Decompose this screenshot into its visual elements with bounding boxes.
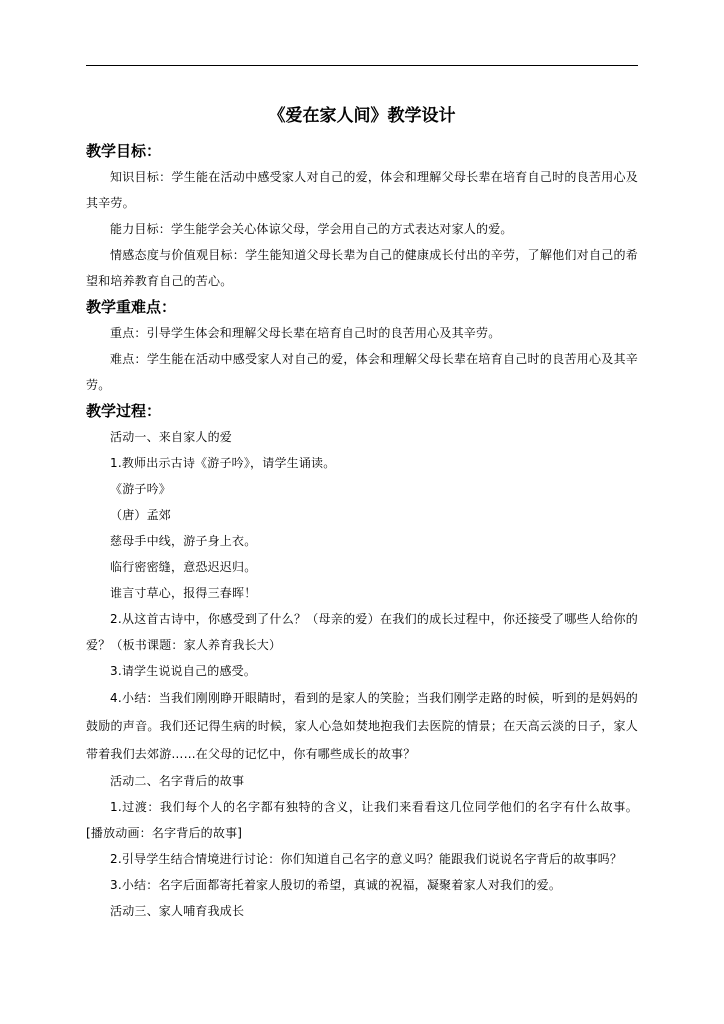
paragraph: 3.请学生说说自己的感受。 (110, 664, 257, 678)
section-heading-process: 教学过程： (86, 402, 162, 420)
paragraph: 难点：学生能在活动中感受家人对自己的爱，体会和理解父母长辈在培育自己时的良苦用心及其辛劳。 (86, 352, 638, 392)
activity-title: 活动三、家人哺育我成长 (110, 904, 245, 918)
section-heading-objectives: 教学目标： (86, 142, 162, 160)
paragraph: 知识目标：学生能在活动中感受家人对自己的爱，体会和理解父母长辈在培育自己时的良苦用心及其辛劳。 (86, 170, 638, 210)
paragraph: 3.小结：名字后面都寄托着家人殷切的希望，真诚的祝福，凝聚着家人对我们的爱。 (110, 878, 562, 892)
paragraph: 4.小结：当我们刚刚睁开眼睛时，看到的是家人的笑脸；当我们刚学走路的时候，听到的是妈妈的鼓励的声音。我们还记得生病的时候，家人心急如焚地抱我们去医院的情景；在天高云淡的日子，家人带着我们去郊游……在父母的记忆中，你有哪些成长的故事？ (86, 691, 638, 761)
document-title: 《爱在家人间》教学设计 (268, 106, 456, 126)
document-body (86, 100, 638, 924)
header-rule (86, 65, 638, 66)
paragraph: 1.教师出示古诗《游子吟》，请学生诵读。 (110, 456, 336, 470)
poem-title: 《游子吟》 (110, 482, 172, 496)
poem-line: 临行密密缝，意恐迟迟归。 (110, 560, 257, 574)
activity-title: 活动一、来自家人的爱 (110, 430, 233, 444)
paragraph: 重点：引导学生体会和理解父母长辈在培育自己时的良苦用心及其辛劳。 (110, 326, 501, 340)
poem-author: （唐）孟郊 (110, 508, 172, 522)
paragraph: 1.过渡：我们每个人的名字都有独特的含义，让我们来看看这几位同学他们的名字有什么故事。[播放动画：名字背后的故事] (86, 800, 638, 840)
section-heading-key-points: 教学重难点： (86, 298, 177, 316)
paragraph: 情感态度与价值观目标：学生能知道父母长辈为自己的健康成长付出的辛劳，了解他们对自己的希望和培养教育自己的苦心。 (86, 248, 638, 288)
paragraph: 2.引导学生结合情境进行讨论：你们知道自己名字的意义吗？能跟我们说说名字背后的故事吗？ (110, 852, 623, 866)
activity-title: 活动二、名字背后的故事 (110, 774, 245, 788)
paragraph: 2.从这首古诗中，你感受到了什么？（母亲的爱）在我们的成长过程中，你还接受了哪些人给你的爱？（板书课题：家人养育我长大） (86, 612, 638, 652)
paragraph: 能力目标：学生能学会关心体谅父母，学会用自己的方式表达对家人的爱。 (110, 222, 513, 236)
poem-line: 谁言寸草心，报得三春晖！ (110, 586, 257, 600)
poem-line: 慈母手中线，游子身上衣。 (110, 534, 257, 548)
